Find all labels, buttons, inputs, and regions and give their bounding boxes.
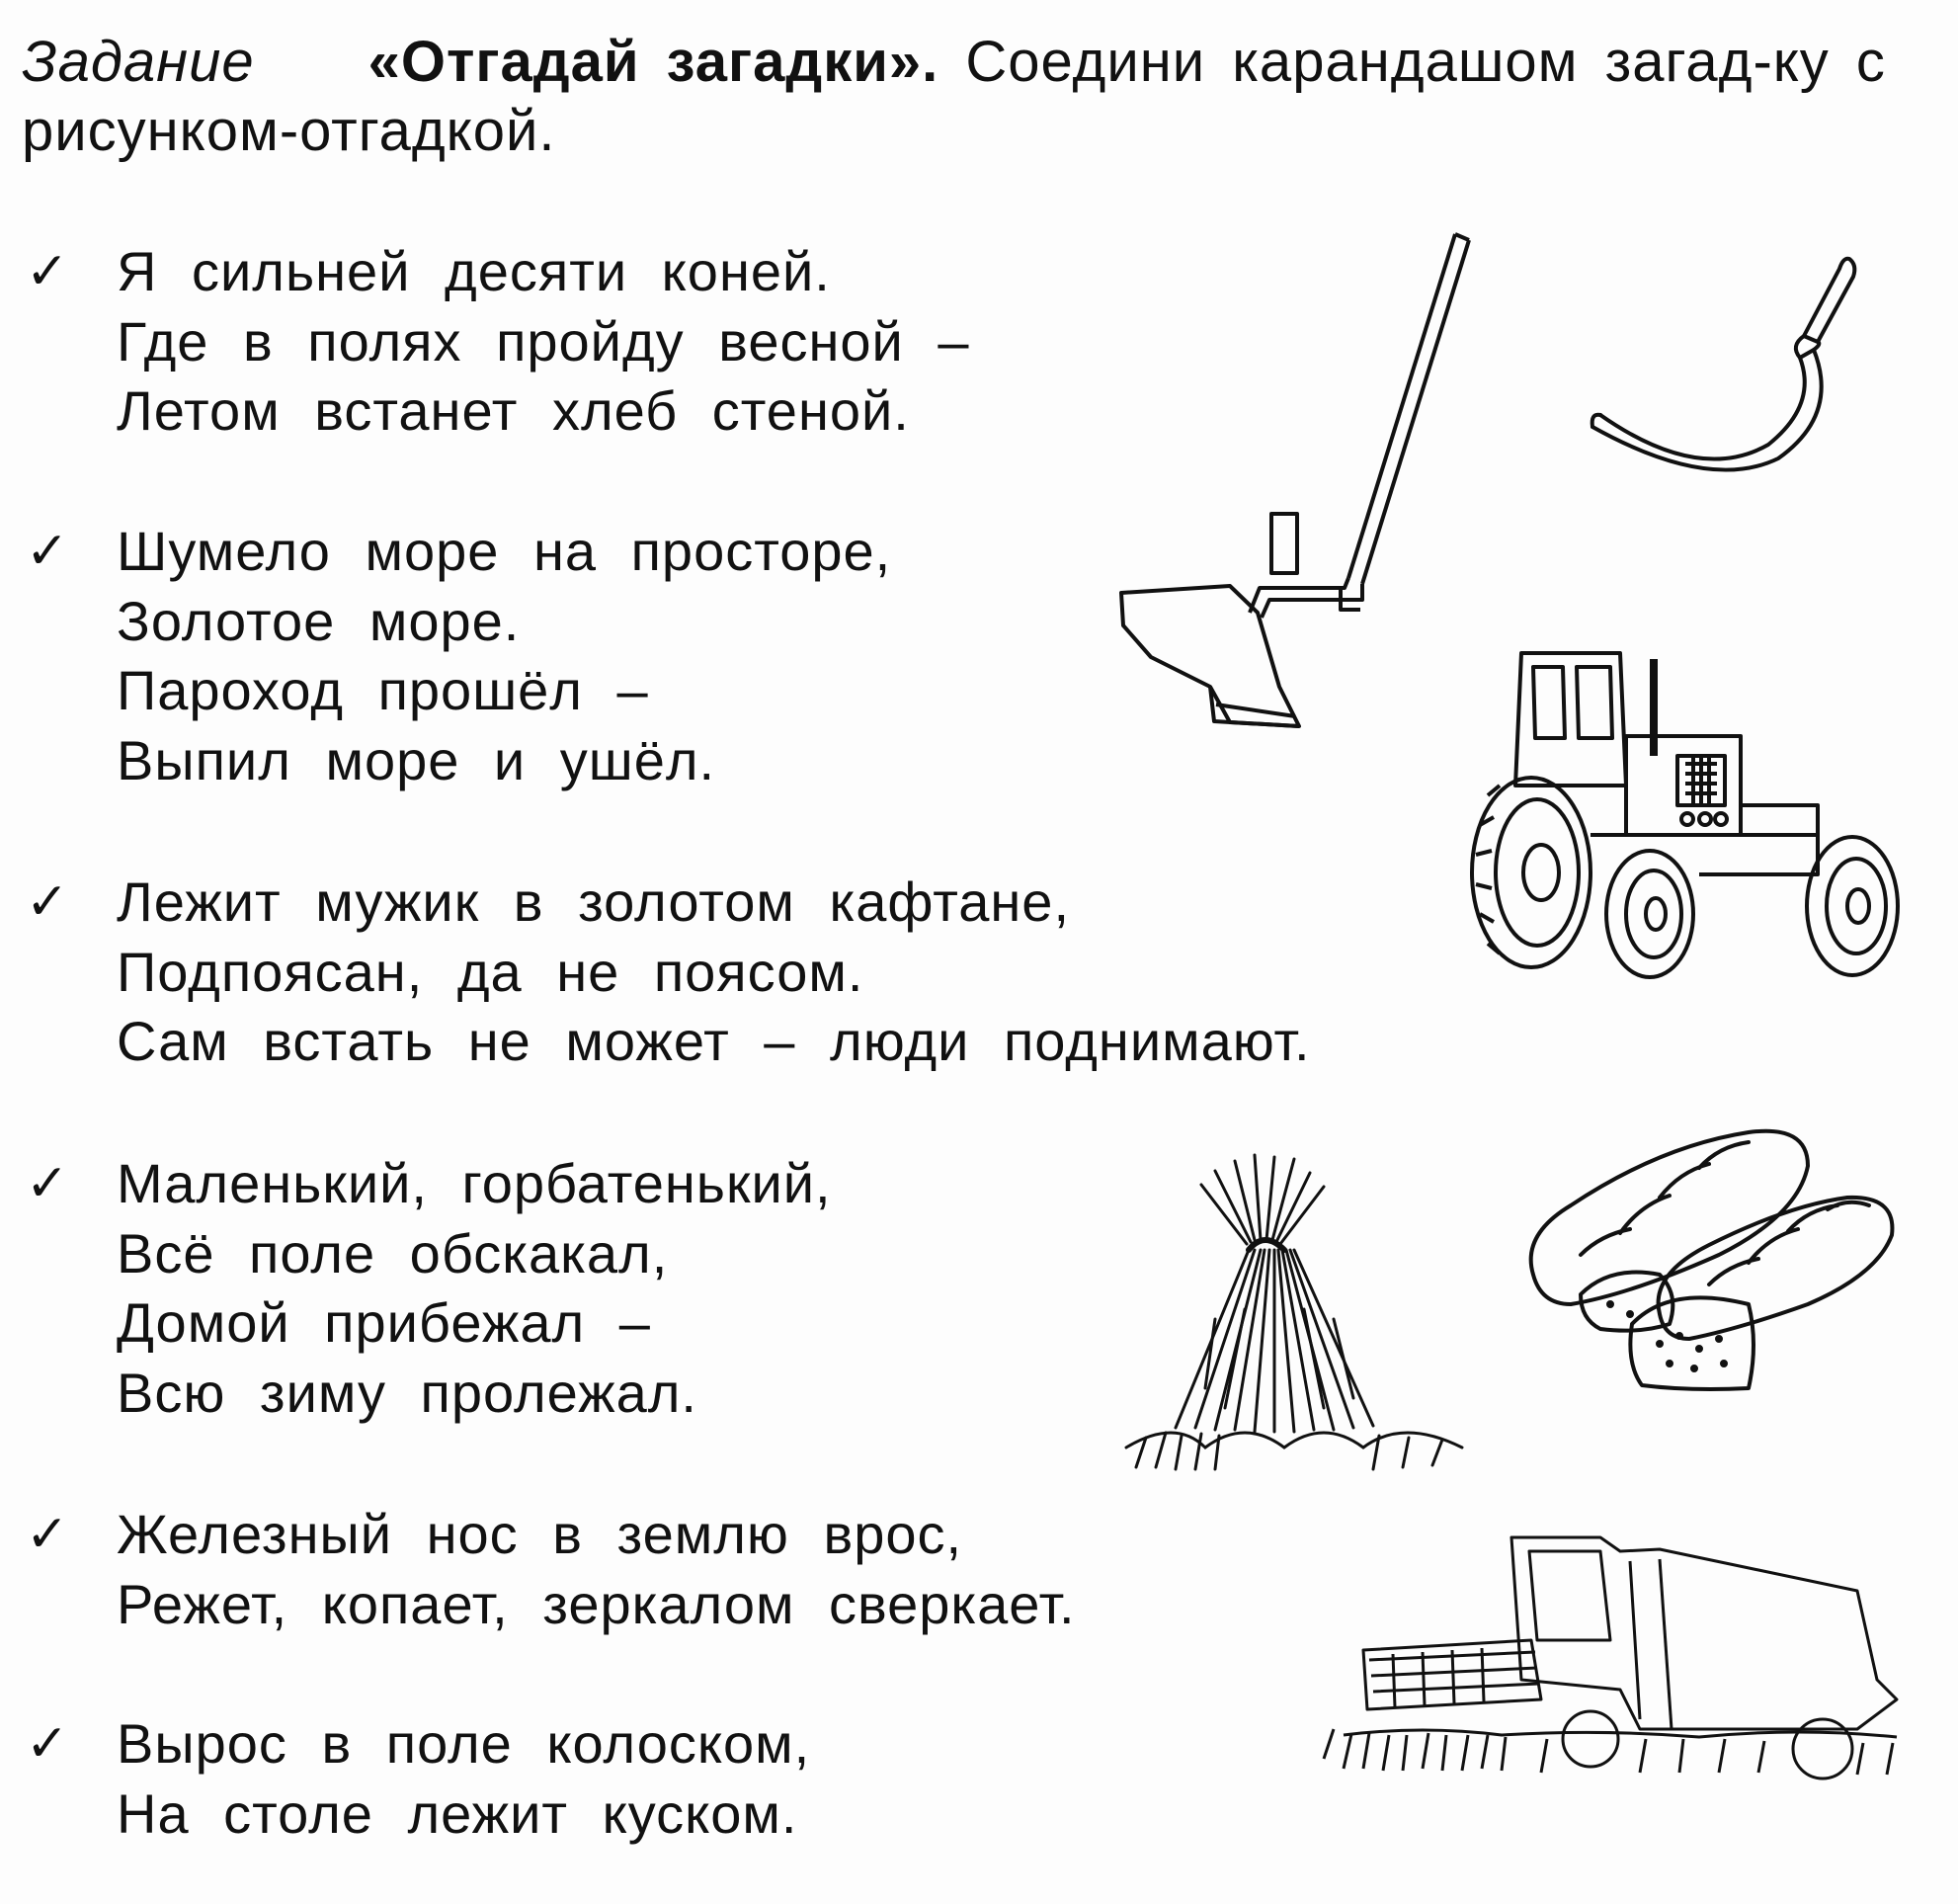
- riddle-line: Железный нос в землю врос,: [117, 1503, 963, 1565]
- riddle-line: Лежит мужик в золотом кафтане,: [117, 870, 1070, 933]
- riddle-line: Выпил море и ушёл.: [117, 728, 716, 791]
- checkmark-icon: ✓: [26, 1505, 69, 1564]
- riddle-line: Вырос в поле колоском,: [117, 1712, 811, 1775]
- riddle-line: Золотое море.: [117, 589, 521, 652]
- task-label: Задание: [22, 30, 255, 94]
- haystack-icon[interactable]: [1116, 1151, 1482, 1487]
- bread-icon[interactable]: [1521, 1126, 1907, 1403]
- riddle-line: Летом встанет хлеб стеной.: [117, 379, 910, 442]
- task-title: «Отгадай загадки».: [367, 30, 939, 94]
- riddle-line: Пароход прошёл –: [117, 659, 649, 721]
- sickle-icon[interactable]: [1571, 247, 1867, 484]
- tractor-icon[interactable]: [1452, 647, 1917, 983]
- plough-icon[interactable]: [1111, 222, 1487, 746]
- riddle-line: Шумело море на просторе,: [117, 520, 892, 582]
- riddle-line: Сам встать не может – люди поднимают.: [117, 1010, 1311, 1072]
- riddle-line: Где в полях пройду весной –: [117, 309, 970, 373]
- checkmark-icon: ✓: [26, 1714, 69, 1774]
- task-instruction: Соедини карандашом загад-ку с рисунком-отгадкой.: [22, 30, 1886, 163]
- riddle-line: Режет, копает, зеркалом сверкает.: [117, 1572, 1076, 1635]
- riddle-line: Всю зиму пролежал.: [117, 1361, 697, 1424]
- riddle-line: Я сильней десяти коней.: [117, 240, 831, 302]
- riddle-line: Маленький, горбатенький,: [117, 1152, 832, 1214]
- checkmark-icon: ✓: [26, 242, 69, 301]
- checkmark-icon: ✓: [26, 1154, 69, 1213]
- riddle-line: На столе лежит куском.: [117, 1781, 798, 1845]
- combine-harvester-icon[interactable]: [1304, 1531, 1917, 1808]
- task-header: [22, 28, 1928, 166]
- riddle-line: Подпоясан, да не поясом.: [117, 940, 864, 1003]
- riddle-line: Домой прибежал –: [117, 1291, 651, 1354]
- checkmark-icon: ✓: [26, 872, 69, 932]
- riddle-line: Всё поле обскакал,: [117, 1221, 669, 1284]
- checkmark-icon: ✓: [26, 522, 69, 581]
